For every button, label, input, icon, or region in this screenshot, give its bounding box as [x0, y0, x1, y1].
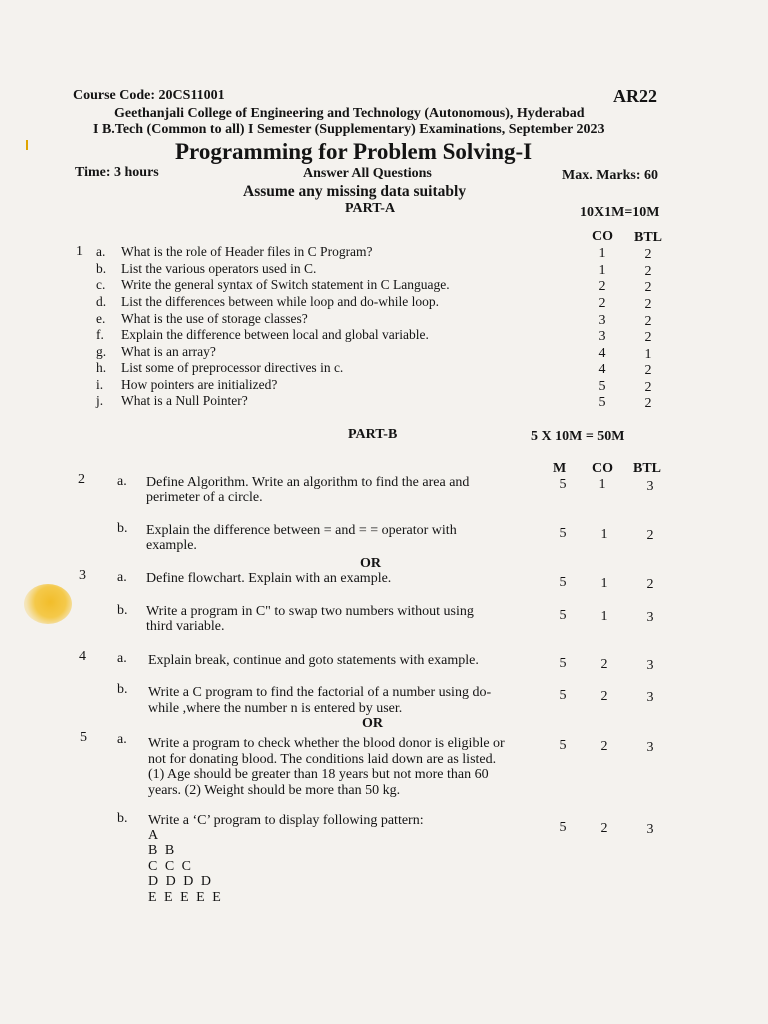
item-label: a.: [96, 244, 106, 259]
item-label: i.: [96, 377, 104, 392]
pattern-line: D D D D: [148, 874, 213, 889]
item-text: third variable.: [146, 619, 225, 634]
item-co: 2: [598, 296, 606, 311]
item-label: d.: [96, 294, 107, 309]
item-label: f.: [96, 327, 104, 342]
item-label: j.: [96, 393, 104, 408]
exam-title: I B.Tech (Common to all) I Semester (Supplementary) Examinations, September 2023: [93, 122, 605, 137]
item-text: Write the general syntax of Switch statement in C Language.: [121, 277, 450, 292]
item-text: Explain the difference between = and = = operator with: [146, 523, 457, 538]
item-btl: 2: [646, 528, 654, 543]
item-text: not for donating blood. The conditions laid down are as listed.: [148, 752, 497, 767]
item-co: 1: [598, 477, 606, 492]
item-btl: 2: [644, 330, 652, 345]
item-marks: 5: [559, 656, 567, 671]
item-label: a.: [117, 732, 127, 747]
or-separator: OR: [362, 716, 383, 731]
item-label: b.: [117, 521, 128, 536]
item-marks: 5: [559, 526, 567, 541]
part-b-marks: 5 X 10M = 50M: [531, 429, 625, 444]
item-text: List some of preprocessor directives in c.: [121, 360, 344, 375]
item-text: while ,where the number n is entered by user.: [148, 701, 403, 716]
item-marks: 5: [559, 575, 567, 590]
item-marks: 5: [559, 608, 567, 623]
exam-time: Time: 3 hours: [75, 165, 159, 180]
item-co: 1: [600, 576, 608, 591]
item-text: What is a Null Pointer?: [121, 393, 248, 408]
item-text: How pointers are initialized?: [121, 377, 278, 392]
item-text: (1) Age should be greater than 18 years but not more than 60: [148, 767, 489, 782]
item-marks: 5: [559, 820, 567, 835]
item-label: b.: [117, 682, 128, 697]
item-btl: 3: [646, 658, 654, 673]
item-text: What is the role of Header files in C Program?: [121, 244, 373, 259]
item-co: 4: [598, 346, 606, 361]
part-b-title: PART-B: [348, 427, 398, 442]
item-btl: 2: [644, 297, 652, 312]
item-label: h.: [96, 360, 107, 375]
pattern-line: E E E E E: [148, 890, 223, 905]
item-co: 2: [600, 689, 608, 704]
or-separator: OR: [360, 556, 381, 571]
item-label: b.: [117, 811, 128, 826]
pattern-line: C C C: [148, 859, 194, 874]
item-text: What is an array?: [121, 344, 216, 359]
item-marks: 5: [559, 688, 567, 703]
item-co: 1: [600, 609, 608, 624]
item-btl: 2: [644, 363, 652, 378]
assume-note: Assume any missing data suitably: [243, 183, 467, 200]
item-co: 1: [600, 527, 608, 542]
course-code: Course Code: 20CS11001: [73, 88, 225, 103]
part-a-co-header: CO: [592, 229, 613, 244]
item-label: e.: [96, 311, 106, 326]
item-btl: 2: [646, 577, 654, 592]
item-btl: 3: [646, 610, 654, 625]
item-text: Explain the difference between local and global variable.: [121, 327, 429, 342]
item-label: g.: [96, 344, 107, 359]
item-co: 2: [600, 821, 608, 836]
item-label: b.: [117, 603, 128, 618]
item-marks: 5: [559, 477, 567, 492]
max-marks: Max. Marks: 60: [562, 168, 659, 183]
item-label: a.: [117, 651, 127, 666]
part-b-btl-header: BTL: [633, 461, 662, 476]
regulation-code: AR22: [613, 86, 657, 106]
item-label: b.: [96, 261, 107, 276]
item-co: 3: [598, 329, 606, 344]
question-number: 5: [80, 730, 87, 745]
item-text: Write a ‘C’ program to display following pattern:: [148, 813, 424, 828]
item-text: Write a program to check whether the blood donor is eligible or: [148, 736, 505, 751]
item-marks: 5: [559, 738, 567, 753]
item-co: 5: [598, 395, 606, 410]
item-btl: 2: [644, 264, 652, 279]
item-text: List the various operators used in C.: [121, 261, 317, 276]
part-a-btl-header: BTL: [634, 230, 663, 245]
item-label: a.: [117, 474, 127, 489]
item-text: What is the use of storage classes?: [121, 311, 308, 326]
part-a-title: PART-A: [345, 201, 396, 216]
question-number: 1: [76, 244, 83, 259]
item-text: List the differences between while loop and do-while loop.: [121, 294, 440, 309]
item-co: 1: [598, 263, 606, 278]
instruction: Answer All Questions: [303, 166, 432, 181]
item-btl: 3: [646, 822, 654, 837]
margin-mark: [26, 140, 28, 150]
item-text: Define flowchart. Explain with an example.: [146, 571, 392, 586]
question-number: 2: [78, 472, 85, 487]
question-number: 4: [79, 649, 86, 664]
subject-title: Programming for Problem Solving-I: [175, 139, 533, 164]
item-text: years. (2) Weight should be more than 50 kg.: [148, 783, 401, 798]
pattern-line: A: [148, 828, 161, 843]
item-text: Write a C program to find the factorial of a number using do-: [148, 685, 492, 700]
item-co: 2: [598, 279, 606, 294]
item-btl: 2: [644, 380, 652, 395]
item-btl: 2: [644, 396, 652, 411]
item-btl: 3: [646, 740, 654, 755]
item-label: c.: [96, 277, 106, 292]
item-btl: 3: [646, 479, 654, 494]
item-co: 2: [600, 657, 608, 672]
part-a-marks: 10X1M=10M: [580, 205, 660, 220]
item-label: a.: [117, 570, 127, 585]
part-b-co-header: CO: [592, 461, 613, 476]
item-btl: 2: [644, 280, 652, 295]
item-btl: 1: [644, 347, 652, 362]
item-text: Define Algorithm. Write an algorithm to find the area and: [146, 475, 470, 490]
item-co: 3: [598, 313, 606, 328]
item-co: 5: [598, 379, 606, 394]
item-co: 2: [600, 739, 608, 754]
item-text: Write a program in C" to swap two numbers without using: [146, 604, 474, 619]
pattern-line: B B: [148, 843, 177, 858]
item-text: Explain break, continue and goto statements with example.: [148, 653, 479, 668]
paper-stain: [24, 584, 72, 624]
item-btl: 2: [644, 247, 652, 262]
item-co: 1: [598, 246, 606, 261]
item-text: perimeter of a circle.: [146, 490, 263, 505]
part-b-m-header: M: [553, 461, 567, 476]
item-btl: 2: [644, 314, 652, 329]
item-btl: 3: [646, 690, 654, 705]
item-text: example.: [146, 538, 197, 553]
college-name: Geethanjali College of Engineering and Technology (Autonomous), Hyderabad: [114, 106, 585, 121]
item-co: 4: [598, 362, 606, 377]
question-number: 3: [79, 568, 86, 583]
